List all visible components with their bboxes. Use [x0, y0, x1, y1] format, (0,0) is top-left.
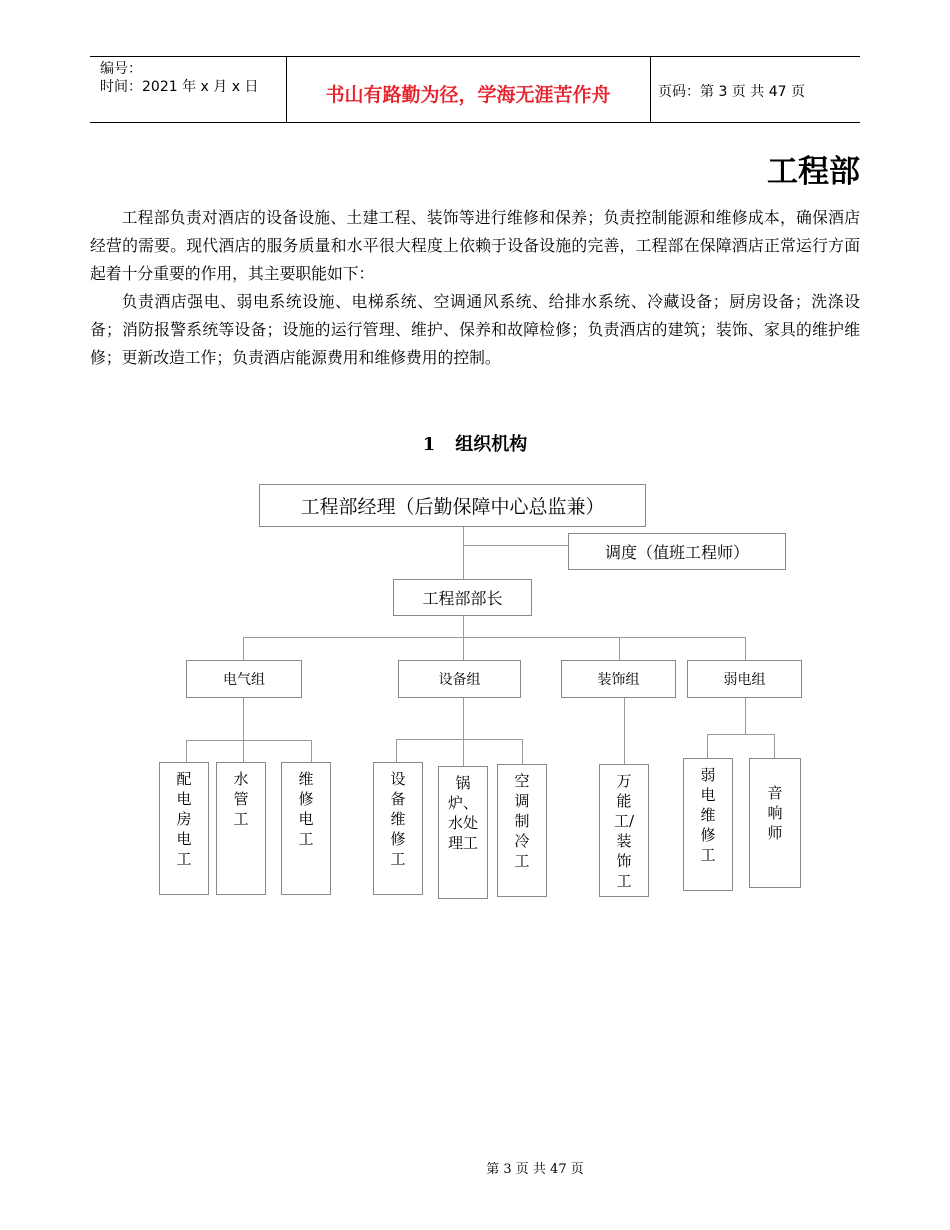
org-leaf-maintenance-electrician: 维修电工 — [281, 762, 331, 895]
org-top-manager: 工程部经理（后勤保障中心总监兼） — [259, 484, 646, 527]
org-leaf-hvac-worker: 空调制冷工 — [497, 764, 547, 897]
header-meta — [100, 60, 258, 96]
header-divider-right — [650, 56, 651, 122]
connector — [186, 740, 187, 762]
connector — [745, 698, 746, 734]
connector — [186, 740, 312, 741]
connector — [463, 616, 464, 637]
org-leaf-substation-electrician: 配电房电工 — [159, 762, 209, 895]
page-footer: 第 3 页 共 47 页 — [486, 1162, 584, 1177]
intro-paragraph: 工程部负责对酒店的设备设施、土建工程、装饰等进行维修和保养；负责控制能源和维修成本，确保酒店经营的需要。现代酒店的服务质量和水平很大程度上依赖于设备设施的完善，工程部在保障酒店正常运行方面起着十分重要的作用，其主要职能如下： — [90, 208, 860, 283]
header-page-info: 页码：第 3 页 共 47 页 — [658, 84, 805, 100]
org-group-weak-current: 弱电组 — [687, 660, 802, 698]
header-top-rule — [90, 56, 860, 57]
connector — [463, 527, 464, 579]
org-leaf-equipment-repairer: 设备维修工 — [373, 762, 423, 895]
org-leaf-sound-engineer: 音响师 — [749, 758, 801, 888]
org-chief: 工程部部长 — [393, 579, 532, 616]
connector — [243, 637, 745, 638]
duties-paragraph: 负责酒店强电、弱电系统设施、电梯系统、空调通风系统、给排水系统、冷藏设备；厨房设备；洗涤设备；消防报警系统等设备；设施的运行管理、维护、保养和故障检修；负责酒店的建筑；装饰、家具的维护维修；更新改造工作；负责酒店能源费用和维修费用的控制。 — [90, 292, 860, 367]
connector — [243, 740, 244, 762]
connector — [243, 698, 244, 740]
org-dispatch: 调度（值班工程师） — [568, 533, 786, 570]
connector — [707, 734, 708, 758]
connector — [522, 739, 523, 764]
section-title: 组织机构 — [455, 434, 528, 455]
org-group-electric: 电气组 — [186, 660, 302, 698]
connector — [774, 734, 775, 758]
connector — [745, 637, 746, 660]
org-leaf-handyman-decorator: 万能工/装饰工 — [599, 764, 649, 897]
connector — [707, 734, 774, 735]
header-bottom-rule — [90, 122, 860, 123]
connector — [396, 739, 397, 762]
header-number: 编号： — [100, 61, 142, 77]
page-title: 工程部 — [767, 154, 860, 190]
org-leaf-boiler-water-worker: 锅炉、水处理工 — [438, 766, 488, 899]
header-time: 时间：2021 年 x 月 x 日 — [100, 79, 259, 95]
connector — [243, 637, 244, 660]
org-group-equipment: 设备组 — [398, 660, 521, 698]
section-number: 1 — [422, 434, 436, 455]
connector — [311, 740, 312, 762]
org-leaf-weak-current-repairer: 弱电维修工 — [683, 758, 733, 891]
org-group-decoration: 装饰组 — [561, 660, 676, 698]
header-motto: 书山有路勤为径，学海无涯苦作舟 — [325, 84, 611, 106]
connector — [463, 698, 464, 766]
connector — [624, 698, 625, 764]
connector — [463, 637, 464, 660]
section-heading — [0, 430, 950, 456]
connector — [619, 637, 620, 660]
connector — [396, 739, 523, 740]
org-leaf-plumber: 水管工 — [216, 762, 266, 895]
connector — [463, 545, 569, 546]
